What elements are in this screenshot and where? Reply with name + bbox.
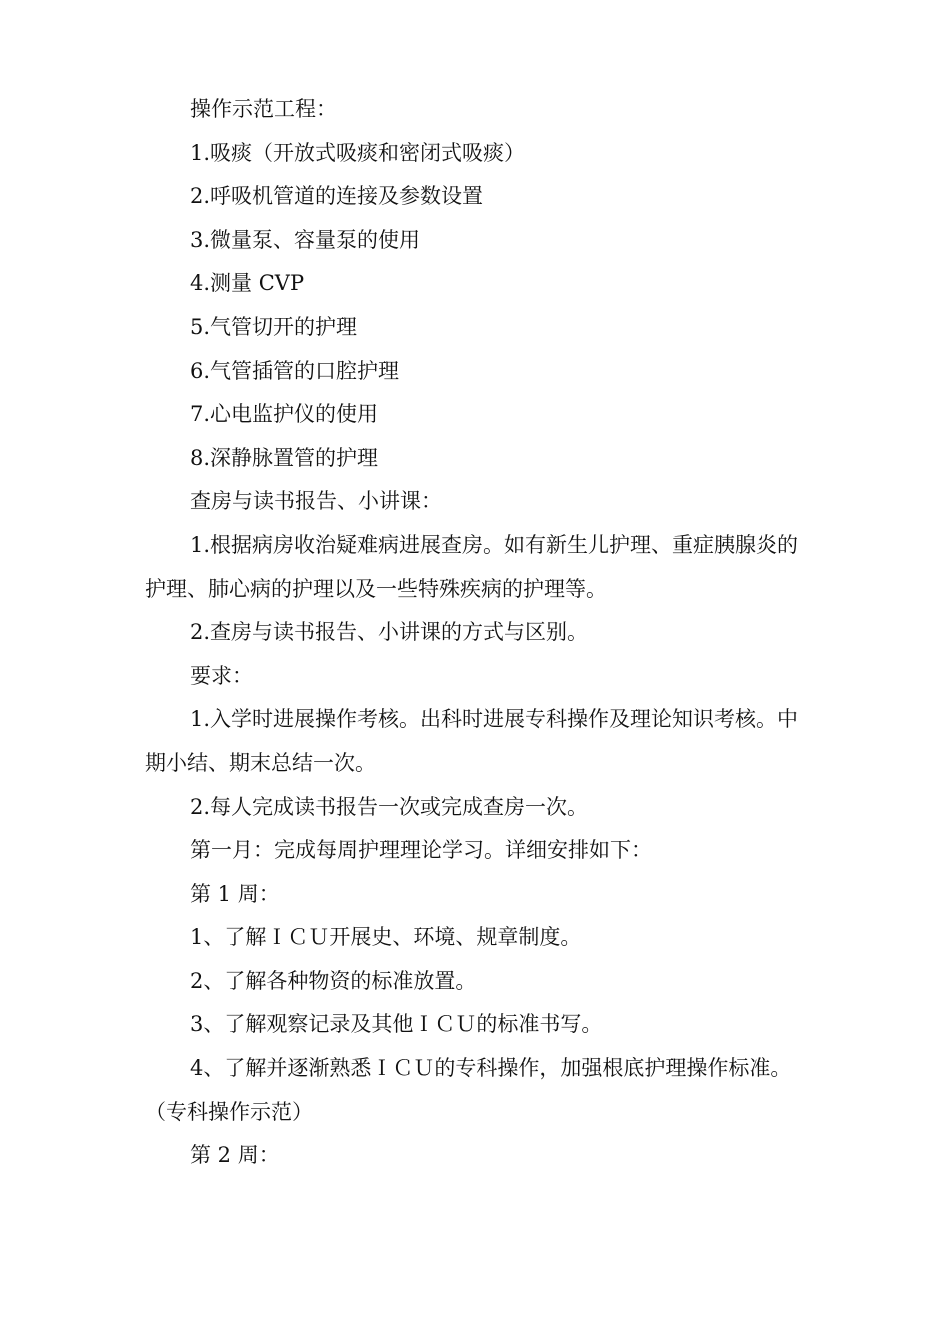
- list-item: 4、了解并逐渐熟悉ＩＣＵ的专科操作，加强根底护理操作标准。（专科操作示范）: [145, 1056, 792, 1124]
- section-heading-rounds: 查房与读书报告、小讲课：: [190, 489, 442, 514]
- list-item: 4.测量 CVP: [190, 271, 305, 296]
- document-body: [145, 88, 805, 1178]
- week-heading: 第 2 周：: [190, 1143, 280, 1168]
- list-item: 8.深静脉置管的护理: [190, 445, 379, 470]
- list-item: 3、了解观察记录及其他ＩＣＵ的标准书写。: [190, 1012, 603, 1037]
- list-item: 2.查房与读书报告、小讲课的方式与区别。: [190, 620, 589, 645]
- list-item: 2.每人完成读书报告一次或完成查房一次。: [190, 794, 589, 819]
- section-heading-first-month: 第一月：完成每周护理理论学习。详细安排如下：: [190, 838, 652, 863]
- list-item: 5.气管切开的护理: [190, 314, 358, 339]
- list-item: 1.入学时进展操作考核。出科时进展专科操作及理论知识考核。中期小结、期末总结一次。: [145, 707, 799, 775]
- list-item: 1.根据病房收治疑难病进展查房。如有新生儿护理、重症胰腺炎的护理、肺心病的护理以及一些特殊疾病的护理等。: [145, 532, 799, 601]
- list-item: 2、了解各种物资的标准放置。: [190, 968, 477, 993]
- week-heading: 第 1 周：: [190, 881, 280, 906]
- list-item: 7.心电监护仪的使用: [190, 402, 379, 427]
- list-item: 3.微量泵、容量泵的使用: [190, 227, 421, 252]
- list-item: 1.吸痰（开放式吸痰和密闭式吸痰）: [190, 140, 526, 165]
- section-heading-requirements: 要求：: [190, 663, 253, 688]
- list-item: 6.气管插管的口腔护理: [190, 358, 400, 383]
- section-heading-demo-items: 操作示范工程：: [190, 97, 337, 121]
- list-item: 2.呼吸机管道的连接及参数设置: [190, 184, 484, 209]
- list-item: 1、了解ＩＣＵ开展史、环境、规章制度。: [190, 925, 582, 950]
